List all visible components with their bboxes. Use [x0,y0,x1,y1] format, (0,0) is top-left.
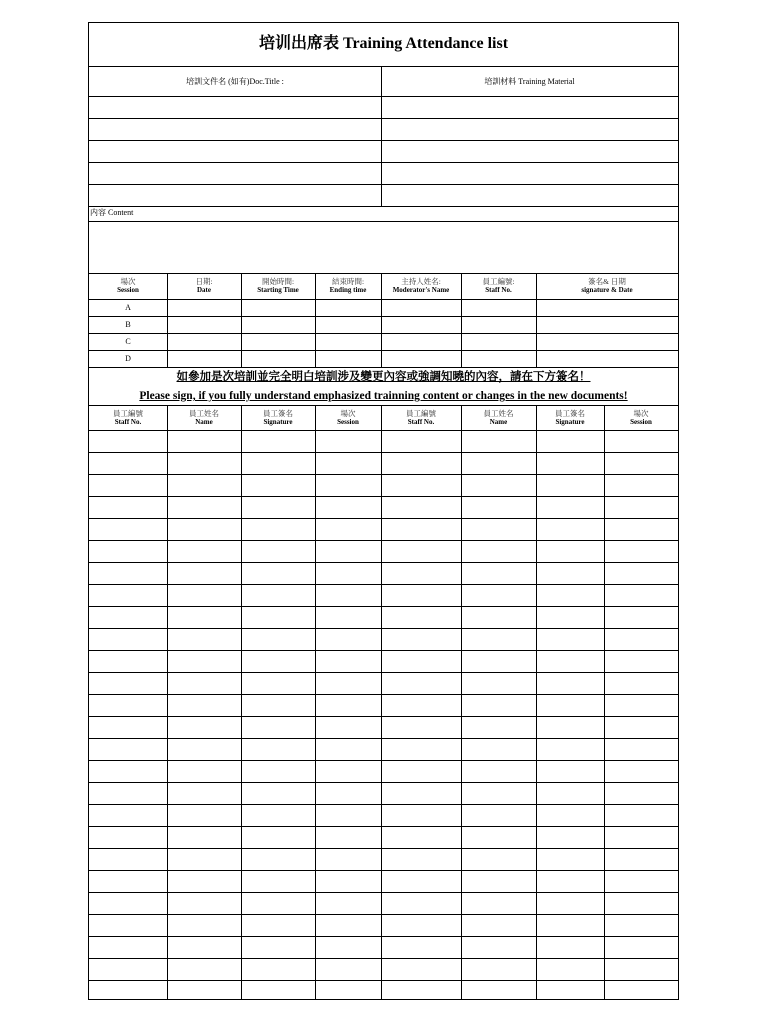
sign-header-en: Session [630,418,652,426]
date-header [167,274,241,299]
sign-header-session [604,406,678,430]
signature-row[interactable] [89,497,678,518]
sign-header-cn: 場次 [633,409,649,418]
signature-row[interactable] [89,651,678,672]
signature-row[interactable] [89,959,678,980]
divider [89,350,678,351]
divider [315,406,316,999]
sign-header-cn: 員工姓名 [189,409,219,418]
sign-header-en: Signature [263,418,293,426]
date-header-en: Date [197,286,211,294]
signature-row[interactable] [89,915,678,936]
session-b-label: B [125,320,131,329]
moderator-header-cn: 主持人姓名: [401,277,441,286]
content-field[interactable] [89,222,678,273]
notice-chinese: 如參加是次培訓並完全明白培訓涉及變更內容或強調知曉的內容，請在下方簽名！ [176,371,591,383]
sign-header-cn: 員工簽名 [555,409,585,418]
signature-row[interactable] [89,607,678,628]
sign-header-staff-no [89,406,167,430]
moderator-header [381,274,461,299]
session-c-label: C [125,337,131,346]
divider [461,406,462,999]
session-header-cn: 場次 [120,277,136,286]
signature-row[interactable] [89,827,678,848]
signature-row[interactable] [89,893,678,914]
session-header [89,274,167,299]
signature-row[interactable] [89,805,678,826]
doc-title-field[interactable] [89,119,381,140]
staff-no-header [461,274,536,299]
signature-row[interactable] [89,695,678,716]
content-label: 内容 Content [90,208,134,217]
doc-title-label: 培訓文件名 (如有)Doc.Title : [186,77,284,86]
material-field[interactable] [382,163,678,184]
sign-header-en: Name [195,418,213,426]
material-field[interactable] [382,185,678,206]
start-time-header-cn: 開始時間: [261,277,295,286]
staff-no-header-cn: 員工編號: [482,277,515,286]
signature-row[interactable] [89,519,678,540]
divider [89,333,678,334]
divider [167,274,168,367]
signature-row[interactable] [89,453,678,474]
signature-date-header [536,274,678,299]
attendance-sheet [88,22,679,1000]
sign-header-en: Staff No. [407,418,435,426]
date-header-cn: 日期: [195,277,213,286]
signature-row[interactable] [89,937,678,958]
doc-title-field[interactable] [89,185,381,206]
signature-row[interactable] [89,871,678,892]
start-time-header [241,274,315,299]
sign-header-en: Session [337,418,359,426]
sign-header-cn: 員工簽名 [263,409,293,418]
signature-date-header-cn: 簽名& 日期 [588,277,626,286]
signature-row[interactable] [89,761,678,782]
material-field[interactable] [382,141,678,162]
sign-header-cn: 員工編號 [406,409,436,418]
signature-row[interactable] [89,783,678,804]
divider [241,274,242,367]
signature-row[interactable] [89,475,678,496]
signature-row[interactable] [89,585,678,606]
sign-header-cn: 員工編號 [113,409,143,418]
signature-row[interactable] [89,431,678,452]
sign-header-en: Name [489,418,508,426]
start-time-header-en: Starting Time [257,286,299,294]
sign-header-name [167,406,241,430]
sign-header-signature [536,406,604,430]
material-field[interactable] [382,119,678,140]
doc-title-field[interactable] [89,97,381,118]
signature-date-header-en: signature & Date [581,286,633,294]
signature-row[interactable] [89,717,678,738]
moderator-header-en: Moderator's Name [392,286,450,294]
session-header-en: Session [117,286,139,294]
session-d-label: D [125,354,131,363]
sign-header-signature [241,406,315,430]
divider [461,274,462,367]
material-label: 培訓材料 Training Material [484,77,575,86]
session-a-label: A [125,303,131,312]
doc-title-field[interactable] [89,141,381,162]
sign-header-cn: 員工姓名 [483,409,514,418]
divider [381,406,382,999]
sign-header-en: Signature [555,418,585,426]
divider [167,406,168,999]
divider [536,274,537,367]
sign-header-en: Staff No. [114,418,142,426]
end-time-header [315,274,381,299]
divider [89,299,678,300]
signature-row[interactable] [89,629,678,650]
divider [536,406,537,999]
signature-row[interactable] [89,849,678,870]
end-time-header-en: Ending time [329,286,367,294]
signature-row[interactable] [89,673,678,694]
sign-header-session [315,406,381,430]
doc-title-field[interactable] [89,163,381,184]
material-field[interactable] [382,97,678,118]
signature-row[interactable] [89,981,678,1002]
signature-row[interactable] [89,563,678,584]
divider [241,406,242,999]
page-title: 培训出席表 Training Attendance list [258,35,509,52]
sign-header-cn: 場次 [340,409,356,418]
end-time-header-cn: 結束時間: [331,277,365,286]
divider [604,406,605,999]
divider [381,274,382,367]
signature-row[interactable] [89,541,678,562]
signature-row[interactable] [89,739,678,760]
staff-no-header-en: Staff No. [485,286,512,294]
divider [89,316,678,317]
divider [315,274,316,367]
sign-header-staff-no [381,406,461,430]
notice-english: Please sign, if you fully understand emphasized trainning content or changes in the new documents! [139,390,628,402]
sign-header-name [461,406,536,430]
